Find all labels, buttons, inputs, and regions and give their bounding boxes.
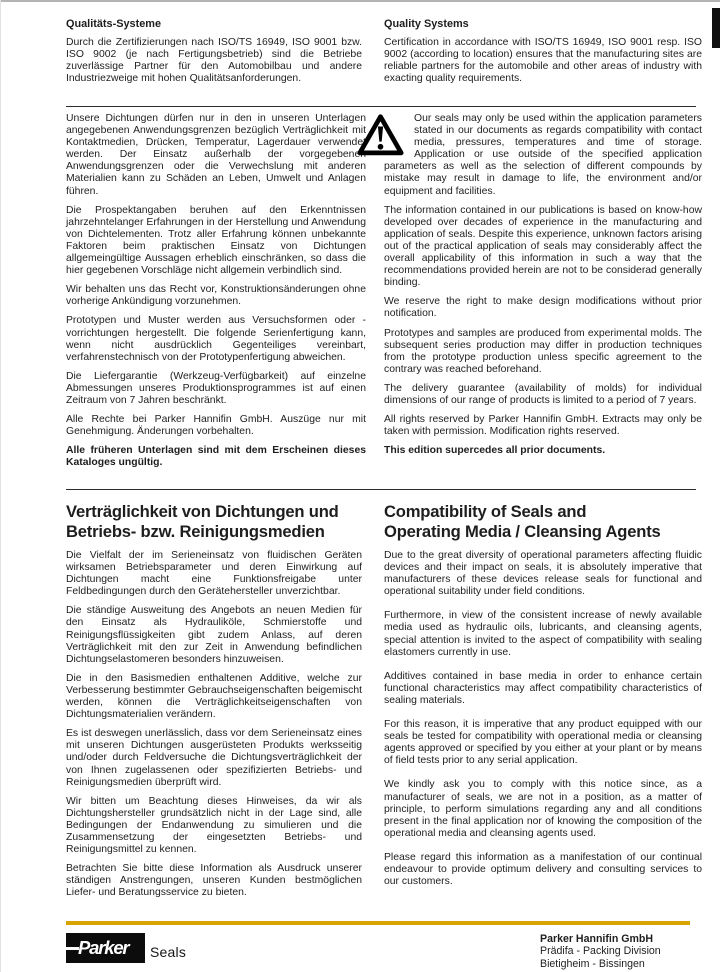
paragraph: Die Vielfalt der im Serieneinsatz von fluidischen Geräten wirksamen Betriebsparameter und deren Einwirkung auf Dichtungen macht eine Funktionsfreigabe unter Feldbedingungen durch den Gerätehersteller unverzichtbar. bbox=[66, 550, 362, 598]
legal-section-english bbox=[384, 113, 702, 464]
paragraph: We reserve the right to make design modifications without prior notification. bbox=[384, 296, 702, 320]
paragraph: Die Liefergarantie (Werkzeug-Verfügbarkeit) auf einzelne Abmessungen unseres Produktionsprogrammes ist auf einen Zeitraum von 7 Jahren beschränkt. bbox=[66, 370, 366, 406]
paragraph: Durch die Zertifizierungen nach ISO/TS 16949, ISO 9001 bzw. ISO 9002 (je nach Fertigungsbetrieb) sind die Betriebe zuverlässige Partner für den Automobilbau und andere Industriezweige mit hohen Qualitätsanforderungen. bbox=[66, 37, 362, 85]
paragraph: The delivery guarantee (availability of molds) for individual dimensions of our range of products is limited to a period of 7 years. bbox=[384, 382, 702, 406]
paragraph: Die ständige Ausweitung des Angebots an neuen Medien für den Einsatz als Hydrauliköle, Schmierstoffe und Reinigungsflüssigkeiten gibt zudem Anlass, auf deren Verträglichkeit mit den zur Zeit in Anwendung befindlichen Dichtungselastomeren besonders hinzuweisen. bbox=[66, 605, 362, 665]
paragraph: Die Prospektangaben beruhen auf den Erkenntnissen jahrzehntelanger Erfahrungen in der Herstellung und Anwendung von Dichtelementen. Trotz aller Erfahrung können unbekannte Faktoren beim praktischen Einsatz von Dichtungen allgemeingültige Aussagen erheblich einschränken, so dass die hier gegebenen Vorschläge nicht allgemein verbindlich sind. bbox=[66, 204, 366, 277]
bold-notice: This edition supercedes all prior documents. bbox=[384, 445, 606, 457]
paragraph: All rights reserved by Parker Hannifin GmbH. Extracts may only be taken with permission. Modification rights reserved. bbox=[384, 414, 702, 438]
paragraph: Unsere Dichtungen dürfen nur in den in unseren Unterlagen angegebenen Anwendungsgrenzen bezüglich Verträglichkeit mit Kontaktmedien, Drücken, Temperatur, Lagerdauer verwendet werden. Der Einsatz außerhalb der vorgegebenen Anwendungsgrenzen oder die Verwechslung mit anderen Materialien kann zu Schäden an Leben, Umwelt und Anlagen führen. bbox=[66, 113, 366, 197]
paragraph: Furthermore, in view of the consistent increase of newly available media used as hydraulic oils, lubricants, and cleansing agents, special attention is invited to the aspect of compatibility with sealing elastomers currently in use. bbox=[384, 610, 702, 658]
legal-section-german bbox=[66, 113, 366, 476]
paragraph: Es ist deswegen unerlässlich, dass vor dem Serieneinsatz eines mit unseren Dichtungen ausgerüsteten Produkts werksseitig und/oder durch Feldversuche die Dichtungsverträglichkeit der von Ihnen zugelassenen oder spezifizierten Betriebs- und Reinigungsmedien überprüft wird. bbox=[66, 728, 362, 788]
quality-section-english bbox=[384, 18, 702, 92]
paragraph: Betrachten Sie bitte diese Information als Ausdruck unserer ständigen Anstrengungen, unseren Kunden bestmöglichen Liefer- und Beratungsservice zu bieten. bbox=[66, 863, 362, 899]
section-title-line: Verträglichkeit von Dichtungen und bbox=[66, 502, 339, 521]
section-heading: Qualitäts-Systeme bbox=[66, 18, 162, 30]
company-name: Parker Hannifin GmbH bbox=[540, 933, 654, 945]
paragraph: Die in den Basismedien enthaltenen Additive, welche zur Verbesserung bestimmter Gebrauchseigenschaften beigemischt werden, können die Verträglichkeitseigenschaften von Dichtungsmaterialien verändern. bbox=[66, 672, 362, 721]
paragraph: Please regard this information as a manifestation of our continual endeavour to provide optimum delivery and consulting services to our customers. bbox=[384, 851, 702, 888]
divider bbox=[66, 106, 696, 107]
company-city: Bietigheim - Bissingen bbox=[540, 957, 645, 970]
compatibility-section-english bbox=[384, 502, 702, 900]
paragraph: Prototypen und Muster werden aus Versuchsformen oder -vorrichtungen hergestellt. Die folgende Serienfertigung kann, wenn nicht ausdrücklich Gegenteiliges vereinbart, verfahrenstechnisch von der Prototypenfertigung abweichen. bbox=[66, 315, 366, 363]
divider bbox=[66, 489, 696, 490]
paragraph: We kindly ask you to comply with this notice since, as a manufacturer of seals, we are not in a position, as a matter of principle, to perform simulations regarding any and all conditions present in the final application nor of knowing the composition of the operational media and cleansing agents used. bbox=[384, 779, 702, 839]
company-address bbox=[540, 933, 661, 970]
parker-logo bbox=[66, 933, 145, 963]
quality-section-german bbox=[66, 18, 362, 92]
paragraph-text: Our seals may only be used within the application parameters stated in our documents as regards compatibility with contact media, pressures, temperatures and time of storage. Application or use outside of the specified application parameters as well as the selection of different compounds by mistake may result in damage to life, the environment and/or equipment and facilities. bbox=[384, 113, 702, 197]
paragraph: Due to the great diversity of operational parameters affecting fluidic devices and their impact on seals, it is absolutely imperative that manufacturers of these devices release seals for functional and operational suitability under field conditions. bbox=[384, 550, 702, 598]
page-edge-index-tab bbox=[712, 8, 720, 48]
section-title-line: Compatibility of Seals and bbox=[384, 502, 587, 521]
bold-notice: Alle früheren Unterlagen sind mit dem Erscheinen dieses Kataloges ungültig. bbox=[66, 445, 366, 469]
warning-triangle-icon bbox=[357, 113, 404, 157]
paragraph: Certification in accordance with ISO/TS 16949, ISO 9001 resp. ISO 9002 (according to location) ensures that the manufacturing sites are reliable partners for the automobile and other areas of industry with exacting quality requirements. bbox=[384, 37, 702, 85]
paragraph: Wir behalten uns das Recht vor, Konstruktionsänderungen ohne vorherige Ankündigung vorzunehmen. bbox=[66, 284, 366, 308]
paragraph: For this reason, it is imperative that any product equipped with our seals be tested for compatibility with operational media or cleansing agents approved or specified by you either at your plant or by means of field tests prior to any serial application. bbox=[384, 719, 702, 767]
paragraph: Alle Rechte bei Parker Hannifin GmbH. Auszüge nur mit Genehmigung. Änderungen vorbehalten. bbox=[66, 414, 366, 438]
compatibility-section-german bbox=[66, 502, 362, 906]
paragraph bbox=[384, 113, 702, 198]
paragraph: Prototypes and samples are produced from experimental molds. The subsequent series production may differ in production techniques from the prototype production unless specific agreement to the contrary was reached beforehand. bbox=[384, 327, 702, 375]
accent-divider bbox=[66, 921, 690, 925]
paragraph: Wir bitten um Beachtung dieses Hinweises, da wir als Dichtungshersteller grundsätzlich nicht in der Lage sind, alle Bedingungen der Endanwendung zu simulieren und die Zusammensetzung der eingesetzten Betriebs- und Reinigungsmittel zu kennen. bbox=[66, 795, 362, 856]
paragraph: Additives contained in base media in order to enhance certain functional characteristics may affect compatibility characteristics of sealing materials. bbox=[384, 670, 702, 706]
section-heading: Quality Systems bbox=[384, 18, 469, 30]
section-title bbox=[384, 502, 702, 541]
paragraph: The information contained in our publications is based on know-how developed over decades of experience in the manufacturing and application of seals. Despite this experience, unknown factors arising out of the practical application of seals may considerably affect the overall applicability of this information in such a way that the recommendations provided herein are not to be considerad generally binding. bbox=[384, 204, 702, 289]
section-title bbox=[66, 502, 362, 541]
section-title-line: Betriebs- bzw. Reinigungsmedien bbox=[66, 521, 325, 541]
logo-division-label: Seals bbox=[150, 944, 187, 960]
section-title-line: Operating Media / Cleansing Agents bbox=[384, 521, 661, 541]
parker-logo-wordmark: Parker bbox=[78, 937, 129, 958]
company-division: Prädifa - Packing Division bbox=[540, 945, 661, 958]
